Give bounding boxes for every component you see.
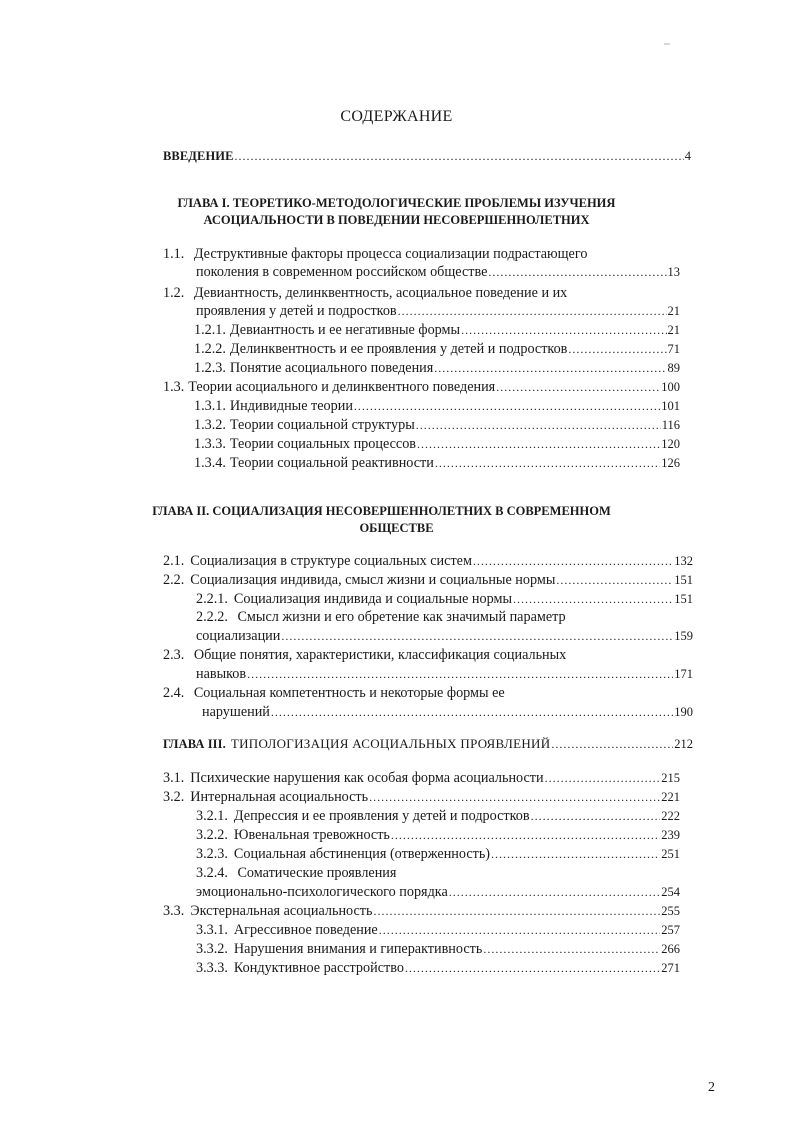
chapter-2-heading-line2: ОБЩЕСТВЕ bbox=[359, 521, 434, 535]
toc-entry-3-2-4-cont[interactable] bbox=[196, 884, 680, 901]
toc-entry-2-2[interactable] bbox=[163, 572, 693, 589]
toc-entry-number: 2.4. bbox=[163, 685, 185, 701]
toc-entry-2-4-cont[interactable] bbox=[202, 704, 693, 721]
toc-entry-1-3-3[interactable] bbox=[194, 436, 680, 453]
toc-entry-number: 3.3.1. bbox=[196, 922, 228, 938]
toc-entry-text: Социализация индивида и социальные нормы bbox=[233, 591, 512, 607]
toc-page-number: 271 bbox=[661, 961, 680, 975]
leader-dots bbox=[434, 360, 666, 377]
toc-entry-1-3-2[interactable] bbox=[194, 417, 680, 434]
toc-entry-1-3-1[interactable] bbox=[194, 398, 680, 415]
toc-entry-text: Делинквентность и ее проявления у детей и подростков bbox=[229, 341, 568, 357]
toc-entry-1-3[interactable] bbox=[163, 379, 680, 396]
toc-page-number: 212 bbox=[674, 737, 693, 751]
toc-entry-text-cont: нарушений bbox=[202, 704, 270, 720]
toc-entry-3-1[interactable] bbox=[163, 770, 680, 787]
toc-entry-number: 2.3. bbox=[163, 647, 185, 663]
toc-page-number: 266 bbox=[661, 942, 680, 956]
toc-entry-2-1[interactable] bbox=[163, 553, 693, 570]
toc-entry-number: 2.2.1. bbox=[196, 591, 228, 607]
toc-entry-text: Интернальная асоциальность bbox=[190, 789, 369, 805]
toc-page-number: 132 bbox=[674, 554, 693, 568]
toc-entry-number: 3.2. bbox=[163, 789, 185, 805]
toc-entry-text: Девиантность, делинквентность, асоциальное поведение и их bbox=[193, 285, 568, 301]
toc-entry-2-2-2-cont[interactable] bbox=[196, 628, 693, 645]
toc-entry-text: Индивидные теории bbox=[229, 398, 353, 414]
toc-entry-number: 3.1. bbox=[163, 770, 185, 786]
toc-page-number: 116 bbox=[661, 418, 680, 432]
toc-page-number: 257 bbox=[661, 923, 680, 937]
leader-dots bbox=[483, 941, 660, 958]
toc-entry-number: 3.3.2. bbox=[196, 941, 228, 957]
toc-entry-number: 1.3.4. bbox=[194, 455, 226, 471]
toc-entry-2-3[interactable] bbox=[163, 647, 566, 664]
chapter-3-label: ГЛАВА III. bbox=[163, 737, 226, 751]
leader-dots bbox=[373, 903, 660, 920]
toc-page-number: 126 bbox=[661, 456, 680, 470]
leader-dots bbox=[473, 553, 673, 570]
toc-page-number: 4 bbox=[684, 149, 691, 163]
toc-entry-number: 3.2.3. bbox=[196, 846, 228, 862]
toc-entry-text: Социализация в структуре социальных систем bbox=[190, 553, 472, 569]
toc-entry-3-2[interactable] bbox=[163, 789, 680, 806]
leader-dots bbox=[531, 808, 661, 825]
toc-entry-number: 1.3.1. bbox=[194, 398, 226, 414]
toc-entry-3-2-2[interactable] bbox=[196, 827, 680, 844]
toc-entry-number: 1.2. bbox=[163, 285, 185, 301]
toc-entry-text: Нарушения внимания и гиперактивность bbox=[233, 941, 483, 957]
leader-dots bbox=[271, 704, 673, 721]
toc-entry-number: 3.2.2. bbox=[196, 827, 228, 843]
toc-page-number: 13 bbox=[667, 265, 680, 279]
leader-dots bbox=[568, 341, 666, 358]
toc-entry-2-4[interactable] bbox=[163, 685, 505, 702]
toc-entry-number: 2.2. bbox=[163, 572, 185, 588]
leader-dots bbox=[405, 960, 660, 977]
leader-dots bbox=[247, 666, 673, 683]
toc-page-number: 254 bbox=[661, 885, 680, 899]
toc-entry-3-3-2[interactable] bbox=[196, 941, 680, 958]
page-number: 2 bbox=[708, 1080, 715, 1095]
toc-entry-text: Деструктивные факторы процесса социализации подрастающего bbox=[193, 246, 588, 262]
toc-page-number: 151 bbox=[674, 592, 693, 606]
chapter-1-heading-line2: АСОЦИАЛЬНОСТИ В ПОВЕДЕНИИ НЕСОВЕРШЕННОЛЕТНИХ bbox=[203, 213, 590, 227]
toc-page-number: 89 bbox=[667, 361, 680, 375]
toc-page-number: 239 bbox=[661, 828, 680, 842]
leader-dots bbox=[545, 770, 661, 787]
toc-entry-text: Депрессия и ее проявления у детей и подростков bbox=[233, 808, 530, 824]
toc-entry-1-1-cont[interactable] bbox=[196, 264, 680, 281]
toc-entry-text-cont: социализации bbox=[196, 628, 281, 644]
toc-page-number: 151 bbox=[674, 573, 693, 587]
toc-entry-text: Агрессивное поведение bbox=[233, 922, 378, 938]
toc-page-number: 100 bbox=[661, 380, 680, 394]
leader-dots bbox=[435, 455, 660, 472]
toc-entry-1-2-cont[interactable] bbox=[196, 303, 680, 320]
toc-entry-text: Понятие асоциального поведения bbox=[229, 360, 434, 376]
toc-entry-1-2-2[interactable] bbox=[194, 341, 680, 358]
toc-entry-number: 1.3.3. bbox=[194, 436, 226, 452]
toc-entry-text: Экстернальная асоциальность bbox=[190, 903, 373, 919]
toc-entry-number: 1.3. bbox=[163, 379, 185, 395]
leader-dots bbox=[496, 379, 660, 396]
toc-entry-text: Социальная компетентность и некоторые формы ее bbox=[193, 685, 505, 701]
toc-page-number: 255 bbox=[661, 904, 680, 918]
toc-entry-2-2-2[interactable] bbox=[196, 609, 566, 626]
toc-entry-3-3-3[interactable] bbox=[196, 960, 680, 977]
chapter-3-title: ТИПОЛОГИЗАЦИЯ АСОЦИАЛЬНЫХ ПРОЯВЛЕНИЙ bbox=[230, 736, 551, 751]
toc-page-number: 215 bbox=[661, 771, 680, 785]
toc-entry-text: Смысл жизни и его обретение как значимый параметр bbox=[237, 609, 566, 625]
toc-entry-3-3[interactable] bbox=[163, 903, 680, 920]
leader-dots bbox=[354, 398, 660, 415]
chapter-1-heading-line1: ГЛАВА I. ТЕОРЕТИКО-МЕТОДОЛОГИЧЕСКИЕ ПРОБЛЕМЫ ИЗУЧЕНИЯ bbox=[177, 196, 616, 210]
toc-entry-text-cont: навыков bbox=[196, 666, 247, 682]
page-title: СОДЕРЖАНИЕ bbox=[340, 108, 453, 125]
toc-entry-number: 3.3. bbox=[163, 903, 185, 919]
toc-page-number: 71 bbox=[667, 342, 680, 356]
toc-entry-text: Теории социальных процессов bbox=[229, 436, 416, 452]
toc-entry-number: 1.2.3. bbox=[194, 360, 226, 376]
toc-entry-number: 3.2.1. bbox=[196, 808, 228, 824]
leader-dots bbox=[235, 148, 684, 165]
leader-dots bbox=[398, 303, 667, 320]
leader-dots bbox=[491, 846, 660, 863]
toc-entry-number: 2.1. bbox=[163, 553, 185, 569]
toc-entry-number: 3.2.4. bbox=[196, 865, 228, 881]
toc-entry-text-cont: эмоционально-психологического порядка bbox=[196, 884, 448, 900]
leader-dots bbox=[391, 827, 660, 844]
toc-page-number: 159 bbox=[674, 629, 693, 643]
toc-entry-3-2-1[interactable] bbox=[196, 808, 680, 825]
toc-entry-text: Теории социальной структуры bbox=[229, 417, 415, 433]
leader-dots bbox=[488, 264, 666, 281]
toc-entry-number: 1.2.1. bbox=[194, 322, 226, 338]
toc-page-number: 222 bbox=[661, 809, 680, 823]
toc-entry-text: Социальная абстиненция (отверженность) bbox=[233, 846, 491, 862]
leader-dots bbox=[449, 884, 660, 901]
toc-entry-text: Девиантность и ее негативные формы bbox=[229, 322, 461, 338]
toc-entry-3-2-3[interactable] bbox=[196, 846, 680, 863]
toc-entry-3-2-4[interactable] bbox=[196, 865, 396, 882]
toc-entry-text: Ювенальная тревожность bbox=[233, 827, 390, 843]
toc-entry-text: Теории асоциального и делинквентного поведения bbox=[188, 379, 496, 395]
toc-entry-2-3-cont[interactable] bbox=[196, 666, 693, 683]
leader-dots bbox=[416, 417, 661, 434]
toc-entry-text: Социализация индивида, смысл жизни и социальные нормы bbox=[190, 572, 556, 588]
leader-dots bbox=[551, 736, 673, 753]
leader-dots bbox=[513, 591, 673, 608]
leader-dots bbox=[369, 789, 660, 806]
toc-page-number: 21 bbox=[667, 323, 680, 337]
leader-dots bbox=[417, 436, 660, 453]
toc-entry-number: 1.3.2. bbox=[194, 417, 226, 433]
toc-entry-chapter-3[interactable] bbox=[163, 735, 693, 753]
chapter-2-heading-line1: ГЛАВА II. СОЦИАЛИЗАЦИЯ НЕСОВЕРШЕННОЛЕТНИХ В СОВРЕМЕННОМ bbox=[152, 504, 611, 518]
toc-entry-number: 1.2.2. bbox=[194, 341, 226, 357]
toc-entry-2-2-1[interactable] bbox=[196, 591, 693, 608]
toc-entry-text-cont: проявления у детей и подростков bbox=[196, 303, 397, 319]
toc-entry-number: 1.1. bbox=[163, 246, 185, 262]
leader-dots bbox=[379, 922, 661, 939]
toc-entry-text: Теории социальной реактивности bbox=[229, 455, 434, 471]
scan-artifact bbox=[664, 43, 670, 45]
toc-entry-intro[interactable] bbox=[163, 148, 691, 165]
toc-entry-1-2[interactable] bbox=[163, 285, 567, 302]
toc-page-number: 21 bbox=[667, 304, 680, 318]
toc-entry-number: 3.3.3. bbox=[196, 960, 228, 976]
toc-page-number: 120 bbox=[661, 437, 680, 451]
toc-page-number: 221 bbox=[661, 790, 680, 804]
toc-page-number: 101 bbox=[661, 399, 680, 413]
toc-entry-text: Общие понятия, характеристики, классификация социальных bbox=[193, 647, 567, 663]
toc-entry-text-cont: поколения в современном российском обществе bbox=[196, 264, 488, 280]
toc-entry-label: ВВЕДЕНИЕ bbox=[163, 149, 234, 163]
toc-entry-1-2-3[interactable] bbox=[194, 360, 680, 377]
leader-dots bbox=[281, 628, 673, 645]
toc-entry-1-1[interactable] bbox=[163, 246, 587, 263]
toc-page-number: 251 bbox=[661, 847, 680, 861]
toc-entry-1-3-4[interactable] bbox=[194, 455, 680, 472]
toc-entry-text: Соматические проявления bbox=[237, 865, 397, 881]
toc-entry-text: Психические нарушения как особая форма асоциальности bbox=[190, 770, 544, 786]
toc-entry-3-3-1[interactable] bbox=[196, 922, 680, 939]
toc-entry-1-2-1[interactable] bbox=[194, 322, 680, 339]
toc-entry-text: Кондуктивное расстройство bbox=[233, 960, 404, 976]
toc-page-number: 190 bbox=[674, 705, 693, 719]
leader-dots bbox=[556, 572, 673, 589]
leader-dots bbox=[461, 322, 666, 339]
toc-entry-number: 2.2.2. bbox=[196, 609, 228, 625]
toc-page-number: 171 bbox=[674, 667, 693, 681]
